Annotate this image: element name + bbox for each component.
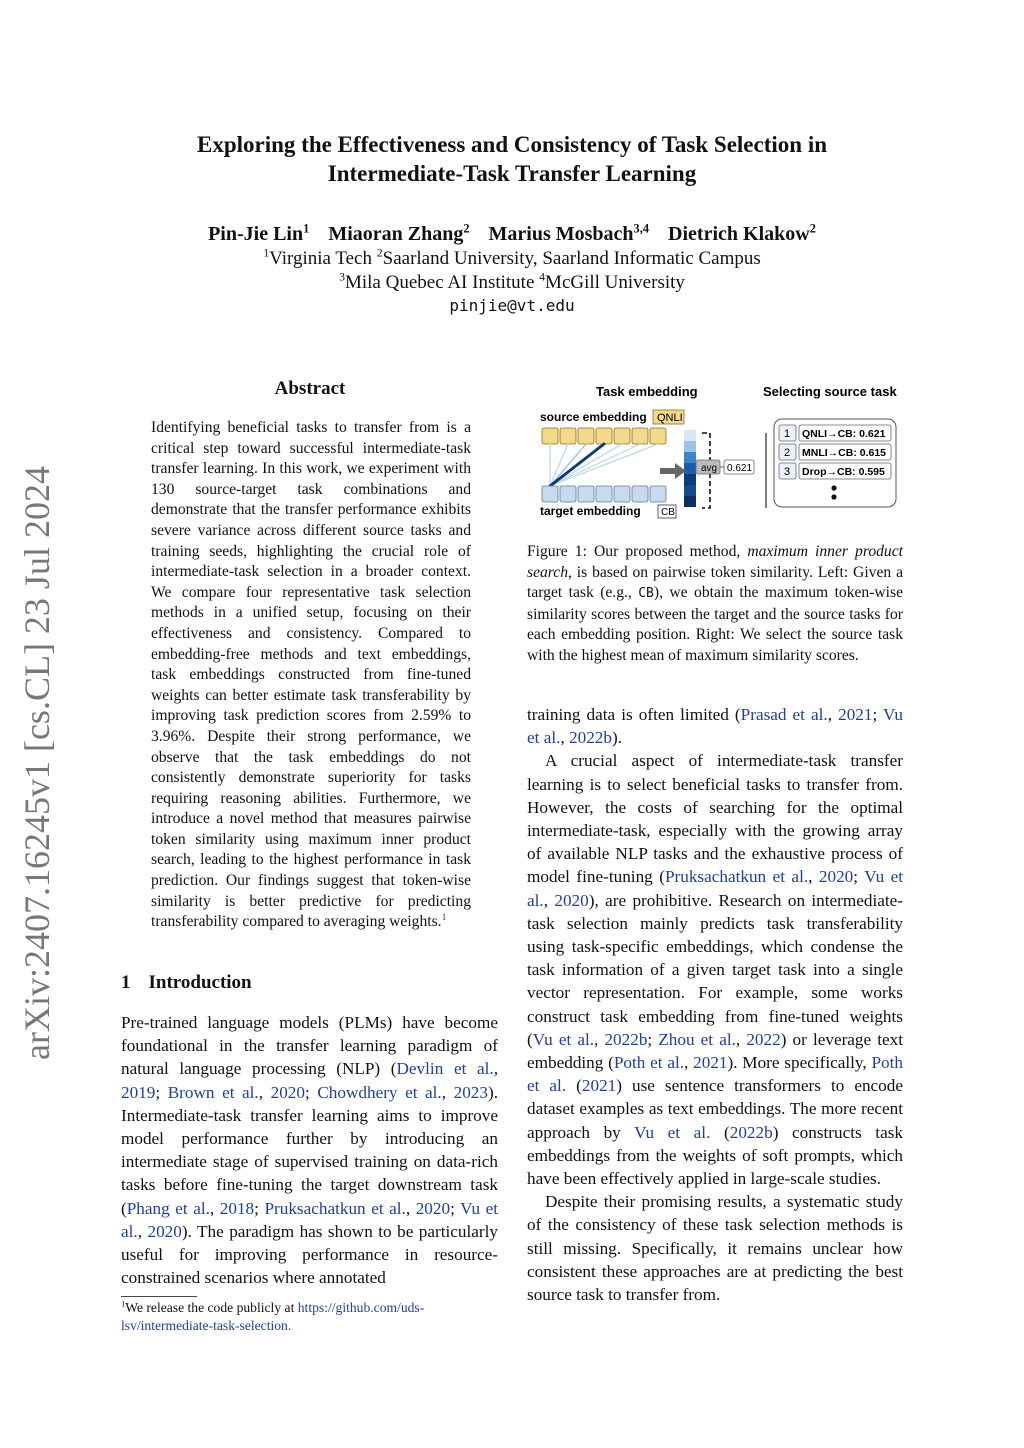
target-token	[542, 486, 558, 502]
text-run: (	[710, 1122, 730, 1142]
citation-link[interactable]: Chowdhery et al.	[317, 1082, 442, 1102]
footnote-rule	[121, 1296, 197, 1297]
author: Pin-Jie Lin$^1$	[208, 221, 310, 245]
paper-title-line-2: Intermediate-Task Transfer Learning	[327, 161, 697, 186]
footnote-ref[interactable]: 1	[441, 912, 447, 924]
author: Miaoran Zhang$^2$	[328, 221, 470, 245]
text-run: training data is often limited (	[527, 705, 741, 724]
rank-number: 3	[784, 466, 791, 478]
score-cell	[684, 463, 696, 474]
ellipsis-dot	[831, 494, 836, 499]
text-run: ,	[209, 1198, 220, 1218]
text-run: ,	[493, 1059, 498, 1079]
score-cell	[684, 485, 696, 496]
author: Dietrich Klakow$^2$	[668, 221, 816, 245]
rank-number: 1	[784, 428, 791, 440]
text-run: ,	[594, 1029, 605, 1049]
text-run: ;	[853, 867, 865, 887]
figure-1	[530, 378, 918, 528]
target-token	[578, 486, 594, 502]
text-run: Figure 1: Our proposed method,	[527, 543, 748, 560]
max-score-column	[684, 430, 696, 507]
text-run: ;	[450, 1198, 461, 1218]
section-heading: 1 Introduction	[121, 972, 252, 993]
score-cell	[684, 452, 696, 463]
text-run: ;	[254, 1198, 265, 1218]
similarity-line	[550, 444, 658, 486]
citation-link[interactable]: 2020	[147, 1221, 182, 1241]
citation-link[interactable]: Pruksachatkun et al.	[264, 1198, 406, 1218]
similarity-line	[550, 444, 622, 486]
citation-link[interactable]: Vu et al.	[527, 867, 904, 910]
intro-paragraph	[527, 703, 903, 749]
citation-link[interactable]: 2021	[693, 1053, 728, 1073]
paper-title	[120, 130, 904, 188]
target-token	[650, 486, 666, 502]
citation-link[interactable]: 2022	[746, 1029, 781, 1049]
source-token	[632, 428, 648, 444]
source-token	[578, 428, 594, 444]
citation-link[interactable]: 2020	[554, 890, 589, 910]
source-token	[614, 428, 630, 444]
citation-link[interactable]: Vu et al.	[527, 705, 904, 748]
text-run: ;	[872, 705, 884, 724]
citation-link[interactable]: 2022b	[729, 1122, 773, 1142]
text-run: ,	[441, 1082, 454, 1102]
score-cell	[684, 441, 696, 452]
text-run: ;	[304, 1082, 318, 1102]
affiliation-line-2: $^3$Mila Quebec AI Institute $^4$McGill University	[339, 270, 685, 293]
source-embedding-label: source embedding	[540, 410, 647, 424]
text-run: ;	[647, 1029, 659, 1049]
text-run: ), we obtain the maximum token-wise similarity scores between the target and the source tasks for each embedding position. Right: We select the source task with the highest mean of maximum similarity scores.	[527, 584, 903, 664]
abstract-heading: Abstract	[274, 378, 346, 399]
citation-link[interactable]: Poth et al.	[527, 1053, 903, 1096]
citation-link[interactable]: Phang et al.	[126, 1198, 210, 1218]
citation-link[interactable]: 2023	[453, 1082, 488, 1102]
score-cell	[684, 496, 696, 507]
author: Marius Mosbach$^{3,4}$	[488, 221, 650, 245]
arxiv-stamp: arXiv:2407.16245v1 [cs.CL] 23 Jul 2024	[17, 466, 57, 1060]
citation-link[interactable]: 2020	[818, 867, 854, 887]
citation-link[interactable]: Vu et al.	[634, 1122, 711, 1142]
paper-title-line-1: Exploring the Effectiveness and Consistency of Task Selection in	[197, 132, 827, 157]
target-task-name: CB	[661, 507, 675, 518]
author-list	[120, 221, 904, 247]
citation-link[interactable]: 2022b	[569, 728, 612, 748]
text-run: ). The paradigm has shown to be particularly useful for improving performance in resource-constrained scenarios where annotated	[121, 1221, 499, 1288]
text-run: ) use sentence transformers to encode dataset examples as text embeddings. The more recent approach by	[527, 1076, 904, 1142]
text-run: ,	[735, 1029, 747, 1049]
similarity-lines	[550, 444, 658, 486]
rank-text: MNLI→CB: 0.615	[802, 447, 887, 459]
text-run: ,	[684, 1053, 694, 1073]
target-token-row	[542, 486, 666, 502]
affiliation-line-1: $^1$Virginia Tech $^2$Saarland University, Saarland Informatic Campus	[263, 246, 761, 269]
figure-caption	[527, 542, 903, 667]
source-token	[596, 428, 612, 444]
citation-link[interactable]: Prasad et al.	[740, 705, 828, 724]
source-token	[542, 428, 558, 444]
avg-label: avg	[701, 463, 718, 474]
citation-link[interactable]: 2020	[270, 1082, 305, 1102]
text-run: , is based on pairwise token similarity. Left: Given a target task (e.g.,	[527, 563, 903, 602]
text-run: ,	[405, 1198, 416, 1218]
code-text: CB	[638, 586, 654, 602]
text-run: Pre-trained language models (PLMs) have become foundational in the transfer learning paradigm of natural language processing (NLP) (	[121, 1013, 498, 1079]
text-run: ;	[155, 1082, 168, 1102]
intro-paragraph	[121, 1011, 498, 1289]
abstract-body: Identifying beneficial tasks to transfer from is a critical step toward successful intermediate-task transfer learning. In this work, we experiment with 130 source-target task combinations and demonstrate that the transfer performance exhibits severe variance across different source tasks and training seeds, highlighting the crucial role of intermediate-task selection in a broader context. We compare four representative task selection methods in a unified setup, focusing on their effectiveness and consistency. Compared to embedding-free methods and text embeddings, task embeddings constructed from fine-tuned weights can better estimate task transferability by improving task prediction scores from 2.59% to 3.96%. Despite their strong performance, we observe that the task embeddings do not consistently demonstrate superiority for tasks requiring reasoning abilities. Furthermore, we introduce a novel method that measures pairwise token similarity using maximum inner product search, leading to the highest performance in task prediction. Our findings suggest that token-wise similarity is better predictive for predicting transferability compared to averaging weights.$^1$	[151, 419, 471, 931]
text-run: ,	[137, 1221, 148, 1241]
citation-link[interactable]: Vu et al.	[121, 1198, 498, 1241]
citation-link[interactable]: Devlin et al.	[396, 1059, 494, 1079]
text-run: ) or leverage text embedding (	[527, 1029, 904, 1073]
ellipsis-dot	[831, 485, 836, 490]
text-run: Despite their promising results, a systematic study of the consistency of these task selection methods is still missing. Specifically, it remains unclear how consistent these approaches are at predicting the best source task to transfer from.	[527, 1192, 903, 1305]
target-token	[596, 486, 612, 502]
citation-link[interactable]: Pruksachatkun et al.	[664, 867, 809, 887]
source-task-name: QNLI	[657, 412, 683, 424]
score-cell	[684, 430, 696, 441]
citation-link[interactable]: 2021	[838, 705, 873, 724]
intro-right-column	[527, 703, 903, 1306]
avg-value: 0.621	[727, 463, 753, 474]
text-run: ).	[611, 728, 622, 748]
contact-email[interactable]: pinjie@vt.edu	[449, 296, 575, 315]
citation-link[interactable]: 2019	[121, 1082, 156, 1102]
citation-link[interactable]: Zhou et al.	[658, 1029, 736, 1049]
text-run: ). More specifically,	[727, 1053, 872, 1073]
footnote: $^1$We release the code publicly at https://github.com/uds-lsv/intermediate-task-selection.	[121, 1298, 425, 1333]
text-run: ), are prohibitive. Research on intermediate-task selection mainly predicts task transferability using task-specific embeddings, which condense the task information of a given target task into a single vector representation. For example, some works construct task embedding from fine-tuned weights (	[527, 890, 904, 1049]
source-token	[650, 428, 666, 444]
text-run: ). Intermediate-task transfer learning aims to improve model performance further by introducing an intermediate stage of supervised training on data-rich tasks before fine-tuning the target downstream task (	[121, 1082, 498, 1218]
target-token	[560, 486, 576, 502]
target-embedding-label: target embedding	[540, 504, 641, 518]
rank-text: QNLI→CB: 0.621	[802, 428, 886, 440]
text-run: (	[566, 1076, 582, 1096]
text-run: ,	[543, 890, 555, 910]
source-token	[560, 428, 576, 444]
citation-link[interactable]: 2018	[219, 1198, 255, 1218]
rank-text: Drop→CB: 0.595	[802, 466, 885, 478]
citation-link[interactable]: 2021	[581, 1076, 617, 1096]
citation-link[interactable]: 2022b	[604, 1029, 648, 1049]
figure-right-title: Selecting source task	[763, 384, 897, 399]
text-run: A crucial aspect of intermediate-task transfer learning is to select beneficial tasks to transfer from. However, the costs of searching for the optimal intermediate-task, especially with the growing array of available NLP tasks and the exhaustive process of model fine-tuning (	[527, 751, 903, 887]
intro-paragraph	[527, 749, 903, 1190]
emphasis-text: maximum inner product search	[527, 543, 903, 581]
text-run: ,	[808, 867, 819, 887]
citation-link[interactable]: Poth et al.	[613, 1053, 685, 1073]
intro-left-column	[121, 1011, 498, 1289]
citation-link[interactable]: 2020	[415, 1198, 451, 1218]
target-token	[614, 486, 630, 502]
source-token-row	[542, 428, 666, 444]
figure-left-title: Task embedding	[596, 384, 698, 399]
score-cell	[684, 474, 696, 485]
target-token	[632, 486, 648, 502]
text-run: ,	[560, 728, 569, 748]
similarity-line	[550, 444, 586, 486]
text-run: ,	[827, 705, 839, 724]
arrow-icon	[660, 463, 686, 479]
text-run: ,	[258, 1082, 271, 1102]
code-link[interactable]: https://github.com/uds-lsv/intermediate-task-selection.	[121, 1300, 425, 1333]
rank-number: 2	[784, 447, 791, 459]
intro-paragraph	[527, 1190, 903, 1306]
citation-link[interactable]: Brown et al.	[167, 1082, 259, 1102]
citation-link[interactable]: Vu et al.	[532, 1029, 595, 1049]
text-run: ) constructs task embeddings from the weights of soft prompts, which have been effectively applied in large-scale studies.	[527, 1122, 903, 1189]
